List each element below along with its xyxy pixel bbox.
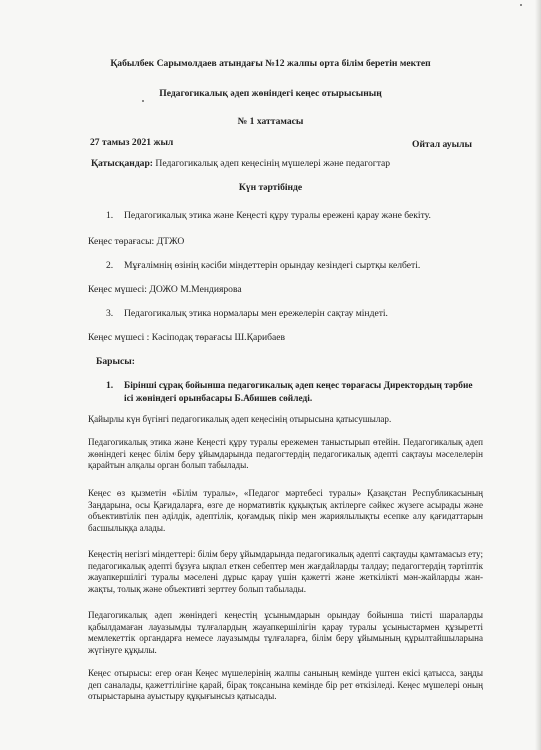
agenda-number: 2. — [106, 260, 114, 271]
scan-speck — [520, 4, 522, 6]
meeting-place: Ойтал ауылы — [412, 139, 472, 150]
question-line: Бірінші сұрақ бойынша педагогикалық әдеп кеңес төрағасы Директордың тәрбие — [124, 381, 473, 391]
agenda-responsible: Кеңес төрағасы: ДТЖО — [88, 236, 185, 247]
attendees-text: Педагогикалық әдеп кеңесінің мүшелері және педагогтар — [153, 158, 391, 169]
paragraph: Кеңес отырысы: егер оған Кеңес мүшелерінің жалпы санының кемінде үштен екісі қатысса, заңды деп саналады, қажеттілігіне қарай, бірақ тоқсанына кемінде бір рет өткізіледі. Кеңес мүшелері оның отырыстарына ауыстыру құқығынсыз қатысады. — [88, 668, 483, 702]
meeting-date: 27 тамыз 2021 жыл — [90, 137, 174, 148]
page-edge-shadow — [535, 0, 541, 750]
agenda-item: Мұғалімнің өзінің кәсіби міндеттерін орындау кезіндегі сыртқы келбеті. — [124, 260, 421, 271]
paragraph: Кеңес өз қызметін «Білім туралы», «Педагог мәртебесі туралы» Қазақстан Республикасының Заңдарына, осы Қағидаларға, өзге де нормативтік құқықтық актілерге сәйкес жүзеге асырады және объективтілік пен әділдік, әдептілік, қоғамдық пікір мен жариялылықты есепке алу қағидаттарын басшылыққа алады. — [88, 488, 483, 533]
paragraph: Кеңестің негізгі міндеттері: білім беру ұйымдарында педагогикалық әдепті сақтауды қамтамасыз ету; педагогикалық әдепті бұзуға ықпал еткен себептер мен жағдайларды талдау; педагогтердің тәртіптік жауапкершілігі туралы мәселені дұрыс қарау үшін қажетті және жеткілікті мән-жайларды жан-жақты, толық және объективті зерттеу болып табылады. — [88, 549, 483, 594]
progress-title: Барысы: — [96, 356, 135, 367]
agenda-item: Педагогикалық этика және Кеңесті құру туралы ережені қарау және бекіту. — [124, 210, 431, 221]
agenda-number: 3. — [106, 308, 114, 319]
paragraph: Педагогикалық әдеп жөніндегі кеңестің ұсынымдарын орындау бойынша тиісті шараларды қабылдамаған лауазымды тұлғалардың жауапкершілігін қарау туралы ұсыныстармен құзыретті мемлекеттік органдарға немесе лауазымды тұлғаларға, білім беру ұйымының құрылтайшыларына жүгінуге құқылы. — [88, 610, 483, 655]
question-line: ісі жөніндегі орынбасары Б.Абишев сөйледі. — [124, 394, 313, 404]
attendees-line — [91, 158, 390, 170]
agenda-responsible: Кеңес мүшесі : Кәсіподақ төрағасы Ш.Қарибаев — [88, 332, 286, 343]
question-number: 1. — [106, 380, 114, 391]
paragraph: Қайырлы күн бүгінгі педагогикалық әдеп кеңесінің отырысына қатысушылар. — [88, 414, 392, 424]
agenda-item: Педагогикалық этика нормалары мен ережелерін сақтау міндеті. — [124, 308, 388, 319]
scan-speck — [142, 100, 144, 102]
protocol-number: № 1 хаттамасы — [237, 116, 304, 127]
agenda-title: Күн тәртібінде — [238, 182, 303, 193]
agenda-responsible: Кеңес мүшесі: ДОЖО М.Мендиярова — [88, 284, 242, 295]
agenda-number: 1. — [106, 210, 114, 221]
attendees-label: Қатысқандар: — [91, 158, 153, 169]
paragraph: Педагогикалық этика және Кеңесті құру туралы ережемен таныстырып өтейін. Педагогикалық әдеп жөніндегі кеңес білім беру ұйымдарында педагогтердің педагогикалық әдепті сақтауы мәселелерін қарайтын алқалы орган болып табылады. — [88, 437, 483, 471]
school-name: Қабылбек Сарымолдаев атындағы №12 жалпы орта білім беретін мектеп — [110, 58, 431, 69]
council-title: Педагогикалық әдеп жөніндегі кеңес отырысының — [159, 88, 382, 99]
